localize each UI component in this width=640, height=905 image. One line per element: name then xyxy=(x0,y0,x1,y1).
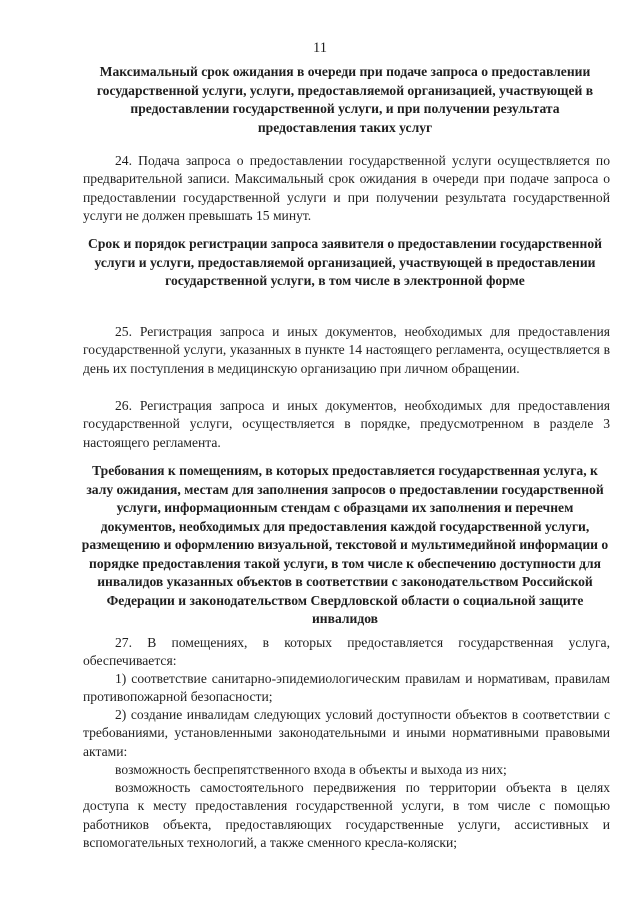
paragraph-24 xyxy=(83,152,610,225)
section-heading-waiting-time: Максимальный срок ожидания в очереди при подаче запроса о предоставлении государственной услуги, услуги, предоставляемой организацией, участвующей в предоставлении государственной услуги, и при получении результата предоставления таких услуг xyxy=(96,64,594,135)
paragraph-27-item-2-b-text: возможность самостоятельного передвижения по территории объекта в целях доступа к месту предоставления государственной услуги, в том числе с помощью работников объекта, предоставляющих государственные услуги, ассистивных и вспомогательных технологий, а также сменного кресла-коляски; xyxy=(83,780,610,850)
paragraph-27-item-1 xyxy=(83,670,610,707)
paragraph-24-text: 24. Подача запроса о предоставлении государственной услуги осуществляется по предварительной записи. Максимальный срок ожидания в очереди при подаче запроса о предоставлении государственной услуги и при получении результата государственной услуги не должен превышать 15 минут. xyxy=(83,153,610,223)
section-heading-premises-requirements: Требования к помещениям, в которых предоставляется государственная услуга, к залу ожидания, местам для заполнения запросов о предоставлении государственной услуги, информационным стендам с образцами их заполнения и перечнем документов, необходимых для предоставления каждой государственной услуги, размещению и оформлению визуальной, текстовой и мультимедийной информации о порядке предоставления такой услуги, в том числе к обеспечению доступности для инвалидов указанных объектов в соответствии с законодательством Российской Федерации и законодательством Свердловской области о социальной защите инвалидов xyxy=(81,463,609,626)
page-number: 11 xyxy=(313,40,327,56)
paragraph-27-text: 27. В помещениях, в которых предоставляется государственная услуга, обеспечивается: xyxy=(83,635,610,669)
paragraph-27 xyxy=(83,634,610,671)
paragraph-25 xyxy=(83,323,610,378)
paragraph-26 xyxy=(83,397,610,452)
section-heading-registration: Срок и порядок регистрации запроса заявителя о предоставлении государственной услуги и услуги, предоставляемой организацией, участвующей в предоставлении государственной услуги, в том числе в электронной форме xyxy=(88,236,602,288)
paragraph-27-item-1-text: 1) соответствие санитарно-эпидемиологическим правилам и нормативам, правилам противопожарной безопасности; xyxy=(83,671,610,705)
paragraph-25-text: 25. Регистрация запроса и иных документов, необходимых для предоставления государственной услуги, указанных в пункте 14 настоящего регламента, осуществляется в день их поступления в медицинскую организацию при личном обращении. xyxy=(83,324,610,376)
paragraph-27-item-2 xyxy=(83,706,610,761)
paragraph-26-text: 26. Регистрация запроса и иных документов, необходимых для предоставления государственной услуги, осуществляется в порядке, предусмотренном в разделе 3 настоящего регламента. xyxy=(83,398,610,450)
paragraph-27-item-2-b xyxy=(83,779,610,852)
paragraph-27-item-2-a-text: возможность беспрепятственного входа в объекты и выхода из них; xyxy=(115,762,507,777)
paragraph-27-item-2-text: 2) создание инвалидам следующих условий доступности объектов в соответствии с требованиями, установленными законодательными и иными нормативными правовыми актами: xyxy=(83,707,610,759)
paragraph-27-item-2-a xyxy=(83,761,610,779)
